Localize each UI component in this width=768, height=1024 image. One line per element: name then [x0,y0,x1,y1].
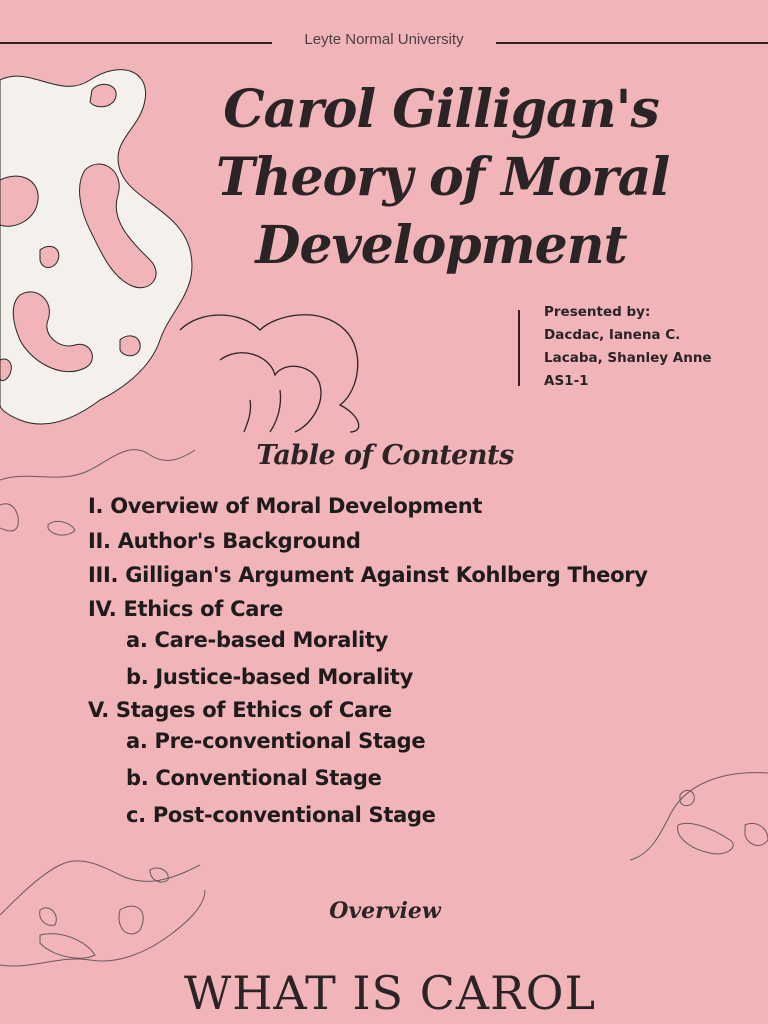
toc-subitem: b. Justice-based Morality [126,665,413,689]
toc-item: V. Stages of Ethics of Care [88,698,392,722]
header-rule-right [496,42,768,44]
section-heading: WHAT IS CAROL [183,966,597,1020]
title-line: Development [255,215,627,276]
toc-item: III. Gilligan's Argument Against Kohlberg Theory [88,563,648,587]
presenter-name: Lacaba, Shanley Anne [544,350,712,366]
toc-subitem: b. Conventional Stage [126,766,382,790]
outline-squiggle-left [0,430,200,540]
toc-item: I. Overview of Moral Development [88,494,483,518]
toc-subitem: a. Care-based Morality [126,628,389,652]
page-title [216,76,670,280]
toc-subitem: c. Post-conventional Stage [126,803,436,827]
toc-subitem: a. Pre-conventional Stage [126,729,426,753]
toc-heading: Table of Contents [256,440,514,471]
title-line: Carol Gilligan's [223,79,659,140]
presenter-name: Dacdac, Ianena C. [544,327,681,343]
title-line: Theory of Moral [216,147,670,208]
presenter-section: AS1-1 [544,373,589,389]
outline-squiggle-right [630,765,768,865]
header-rule-left [0,42,272,44]
toc-item: IV. Ethics of Care [88,597,284,621]
overview-label: Overview [329,898,441,924]
university-name: Leyte Normal University [304,31,464,48]
presenter-label: Presented by: [544,304,651,320]
presenter-info [544,301,712,393]
toc-item: II. Author's Background [88,529,361,553]
presenter-divider [518,310,520,386]
